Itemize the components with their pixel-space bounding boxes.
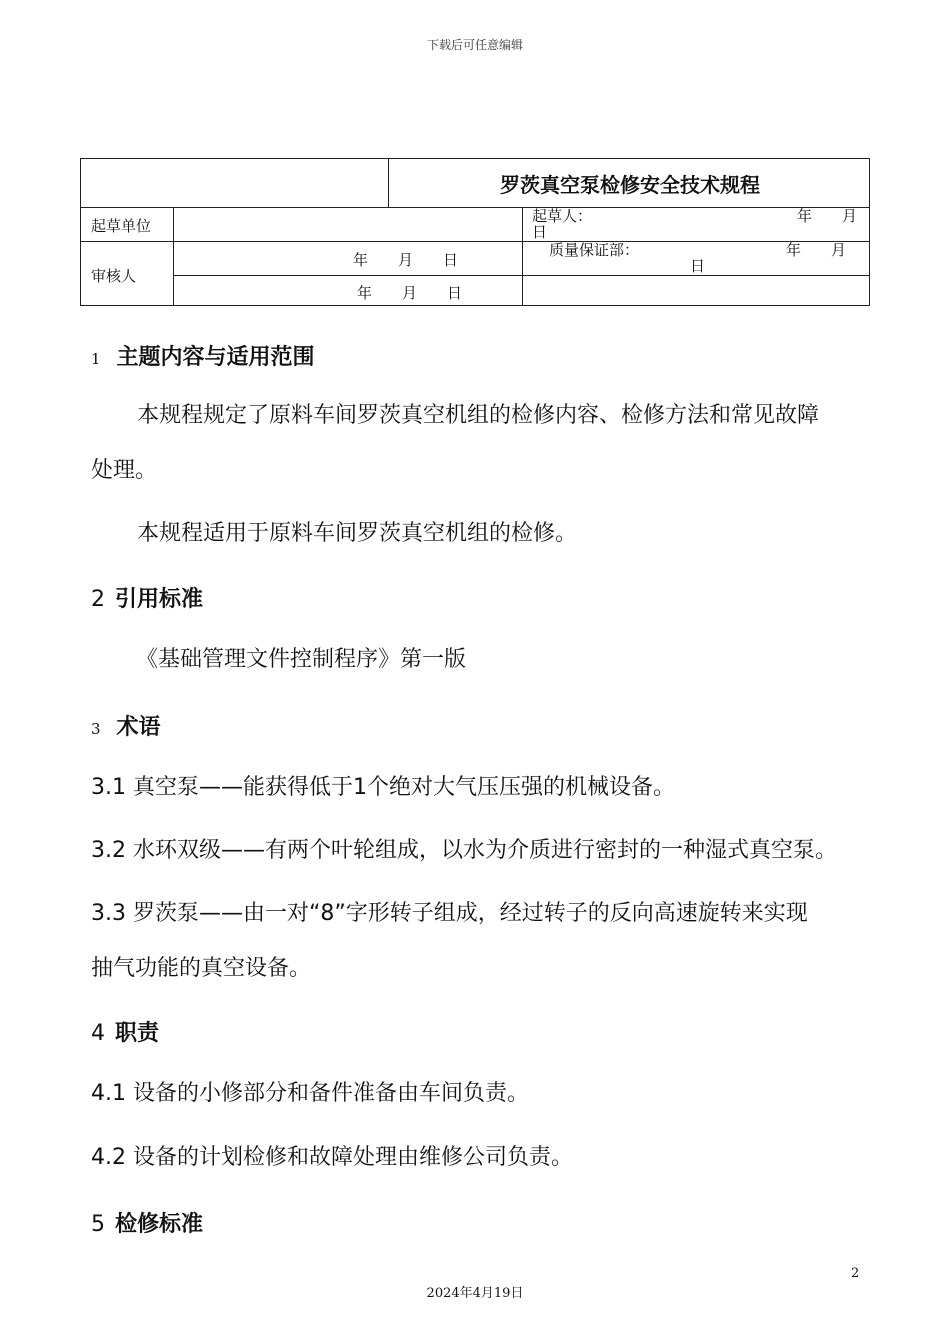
- table-divider: [173, 207, 174, 306]
- paragraph: 本规程规定了原料车间罗茨真空机组的检修内容、检修方法和常见故障: [137, 403, 820, 428]
- table-divider: [522, 207, 523, 306]
- qa-department-label: 质量保证部：: [549, 241, 640, 259]
- section-heading: [91, 1016, 159, 1047]
- section-number: 1: [91, 350, 101, 368]
- paragraph: 《基础管理文件控制程序》第一版: [136, 647, 467, 672]
- footer-date: 2024年4月19日: [426, 1286, 524, 1301]
- document-title: 罗茨真空泵检修安全技术规程: [500, 172, 760, 197]
- page-number: 2: [851, 1266, 860, 1281]
- paragraph: 4.1 设备的小修部分和备件准备由车间负责。: [91, 1081, 529, 1106]
- section-number: 4: [91, 1021, 105, 1046]
- qa-date-day: 日: [690, 257, 706, 275]
- table-divider: [173, 275, 869, 276]
- term-definition: 抽气功能的真空设备。: [91, 956, 312, 981]
- table-divider: [81, 207, 869, 208]
- section-number: 3: [91, 720, 101, 738]
- section-number: 5: [91, 1212, 105, 1237]
- paragraph: 4.2 设备的计划检修和故障处理由维修公司负责。: [91, 1145, 573, 1170]
- reviewer-date: 年 月 日: [353, 251, 459, 269]
- section-title: 检修标准: [115, 1212, 204, 1237]
- drafter-label: 起草人：: [532, 207, 593, 225]
- section-title: 职责: [115, 1021, 160, 1046]
- term-definition: 3.1 真空泵——能获得低于1个绝对大气压压强的机械设备。: [91, 775, 675, 800]
- reviewer-label: 审核人: [91, 267, 137, 285]
- section-heading: [91, 1207, 203, 1238]
- document-info-table: [80, 158, 870, 306]
- section-title: 术语: [116, 715, 161, 740]
- paragraph: 处理。: [91, 458, 158, 483]
- page-header: 下载后可任意编辑: [426, 38, 523, 52]
- section-heading: [91, 710, 161, 741]
- drafter-date-day: 日: [532, 223, 548, 241]
- section-title: 引用标准: [115, 587, 204, 612]
- qa-date-ym: 年 月: [786, 241, 847, 259]
- section-title: 主题内容与适用范围: [116, 345, 315, 370]
- term-definition: 3.2 水环双级——有两个叶轮组成，以水为介质进行密封的一种湿式真空泵。: [91, 838, 837, 863]
- section-heading: [91, 582, 203, 613]
- reviewer-date: 年 月 日: [357, 284, 463, 302]
- section-heading: [91, 340, 315, 371]
- section-number: 2: [91, 587, 105, 612]
- table-divider: [81, 241, 869, 242]
- drafting-unit-label: 起草单位: [91, 217, 152, 235]
- paragraph: 本规程适用于原料车间罗茨真空机组的检修。: [137, 521, 578, 546]
- drafter-date-ym: 年 月: [797, 207, 858, 225]
- term-definition: 3.3 罗茨泵——由一对“8”字形转子组成，经过转子的反向高速旋转来实现: [91, 901, 808, 926]
